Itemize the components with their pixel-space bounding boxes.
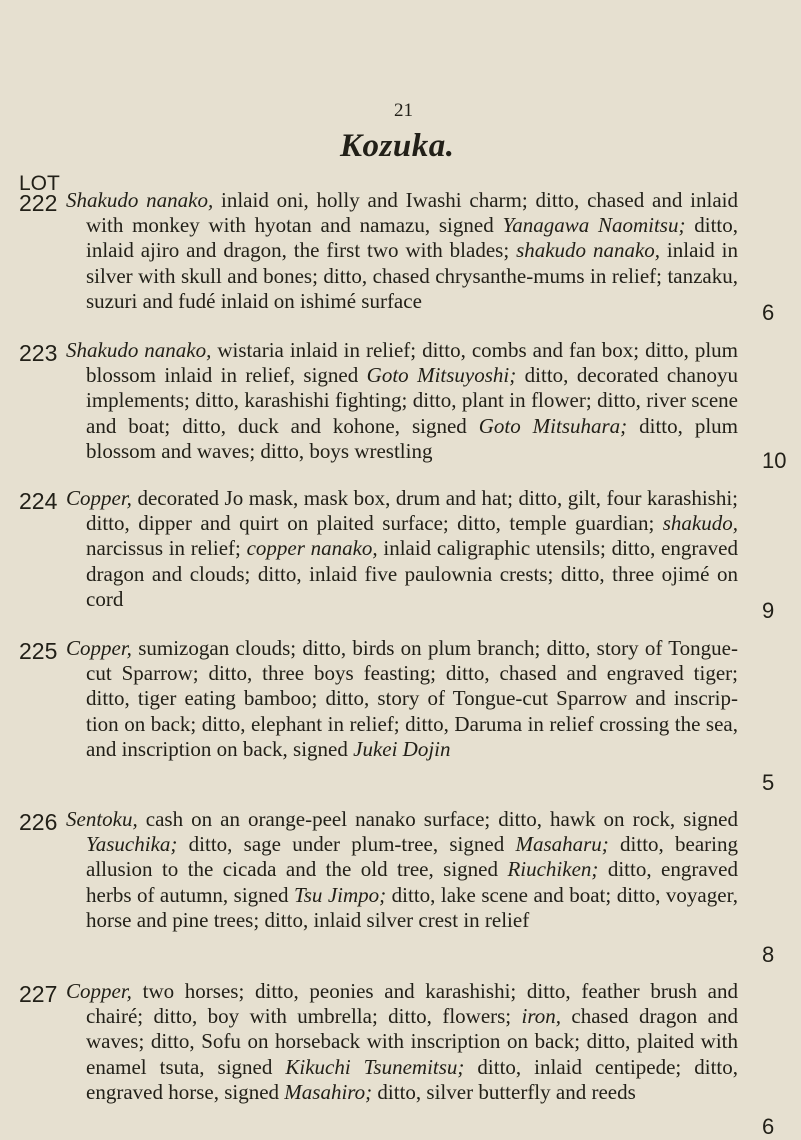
italic-text-run: Goto Mitsuhara; (478, 413, 628, 438)
italic-text-run: iron, (521, 1004, 562, 1029)
text-run: ditto, bearing allusion to the cicada and the old tree, signed (86, 832, 738, 882)
text-run: ditto, lake scene and boat; ditto, voyager, horse and pine trees; ditto, inlaid silver crest in relief (86, 882, 738, 932)
italic-text-run: Masahiro; (284, 1079, 373, 1104)
italic-text-run: copper nanako, (246, 536, 378, 561)
lot-description (66, 979, 738, 1105)
margin-note: 6 (762, 1114, 775, 1139)
italic-text-run: Kikuchi Tsunemitsu; (285, 1054, 465, 1079)
text-run: ditto, sage under plum-tree, signed (177, 832, 516, 857)
lot-description (66, 636, 738, 762)
text-run: two horses; ditto, peonies and karashishi; ditto, feather brush and chairé; ditto, boy with umbrella; ditto, flowers; (86, 979, 738, 1029)
lot-description (66, 807, 738, 933)
italic-text-run: Riuchiken; (507, 857, 599, 882)
lot-number: 225 (19, 638, 58, 664)
italic-text-run: Sentoku, (66, 807, 138, 831)
italic-text-run: Copper, (66, 486, 132, 510)
margin-note: 9 (762, 598, 775, 623)
text-run: narcissus in relief; (86, 536, 247, 561)
margin-note: 10 (762, 448, 787, 473)
text-run: ditto, inlaid centipede; ditto, engraved horse, signed (86, 1054, 739, 1104)
text-run: ditto, inlaid ajiro and dragon, the first two with blades; (86, 213, 738, 263)
margin-note: 5 (762, 770, 775, 795)
lot-number: 224 (19, 488, 58, 514)
margin-note: 8 (762, 942, 775, 967)
italic-text-run: Jukei Dojin (353, 736, 451, 761)
text-run: wistaria inlaid in relief; ditto, combs and fan box; ditto, plum blossom inlaid in relief, signed (86, 338, 738, 388)
text-run: ditto, engraved herbs of autumn, signed (86, 857, 738, 907)
italic-text-run: Copper, (66, 979, 132, 1003)
page-heading: Kozuka. (340, 128, 455, 164)
italic-text-run: Copper, (66, 636, 132, 660)
text-run: chased dragon and waves; ditto, Sofu on horseback with inscription on back; ditto, plaited with enamel tsuta, signed (86, 1004, 738, 1079)
page-number: 21 (394, 100, 413, 121)
italic-text-run: Yanagawa Naomitsu; (502, 213, 686, 238)
italic-text-run: Masaharu; (515, 832, 609, 857)
italic-text-run: Shakudo nanako, (66, 188, 214, 212)
text-run: sumizogan clouds; ditto, birds on plum branch; ditto, story of Tongue-cut Sparrow; ditto, three boys feasting; ditto, chased and engraved tiger; ditto, tiger eating bamboo; ditto, story of Tongue-cut Sparrow and inscrip-tion on back; ditto, elephant in relief; ditto, Daruma in relief crossing the sea, and inscription on back, signed (86, 636, 738, 761)
lot-number: 223 (19, 340, 58, 366)
text-run: ditto, decorated chanoyu implements; ditto, karashishi fighting; ditto, plant in flower; ditto, river scene and boat; ditto, duck and kohone, signed (86, 363, 739, 438)
italic-text-run: Goto Mitsuyoshi; (366, 363, 517, 388)
lot-number: 222 (19, 190, 58, 216)
lot-column-header: LOT (19, 172, 60, 195)
lot-number: 227 (19, 981, 58, 1007)
lot-number: 226 (19, 809, 58, 835)
text-run: decorated Jo mask, mask box, drum and hat; ditto, gilt, four karashishi; ditto, dipper and quirt on plaited surface; ditto, temple guardian; (86, 486, 738, 536)
italic-text-run: Tsu Jimpo; (293, 882, 387, 907)
text-run: inlaid oni, holly and Iwashi charm; ditto, chased and inlaid with monkey with hyotan and namazu, signed (86, 188, 738, 238)
lot-description (66, 338, 738, 464)
text-run: ditto, plum blossom and waves; ditto, boys wrestling (86, 413, 739, 463)
italic-text-run: shakudo, (662, 511, 738, 536)
text-run: ditto, silver butterfly and reeds (372, 1079, 636, 1104)
text-run: inlaid in silver with skull and bones; ditto, chased chrysanthe-mums in relief; tanzaku, suzuri and fudé inlaid on ishimé surface (86, 238, 738, 313)
text-run: cash on an orange-peel nanako surface; ditto, hawk on rock, signed (137, 807, 738, 831)
lot-description (66, 188, 738, 314)
italic-text-run: Shakudo nanako, (66, 338, 212, 362)
text-run: inlaid caligraphic utensils; ditto, engraved dragon and clouds; ditto, inlaid five paulownia crests; ditto, three ojimé on cord (86, 536, 738, 611)
italic-text-run: shakudo nanako, (516, 238, 661, 263)
italic-text-run: Yasuchika; (86, 832, 178, 857)
lot-description (66, 486, 738, 612)
margin-note: 6 (762, 300, 775, 325)
